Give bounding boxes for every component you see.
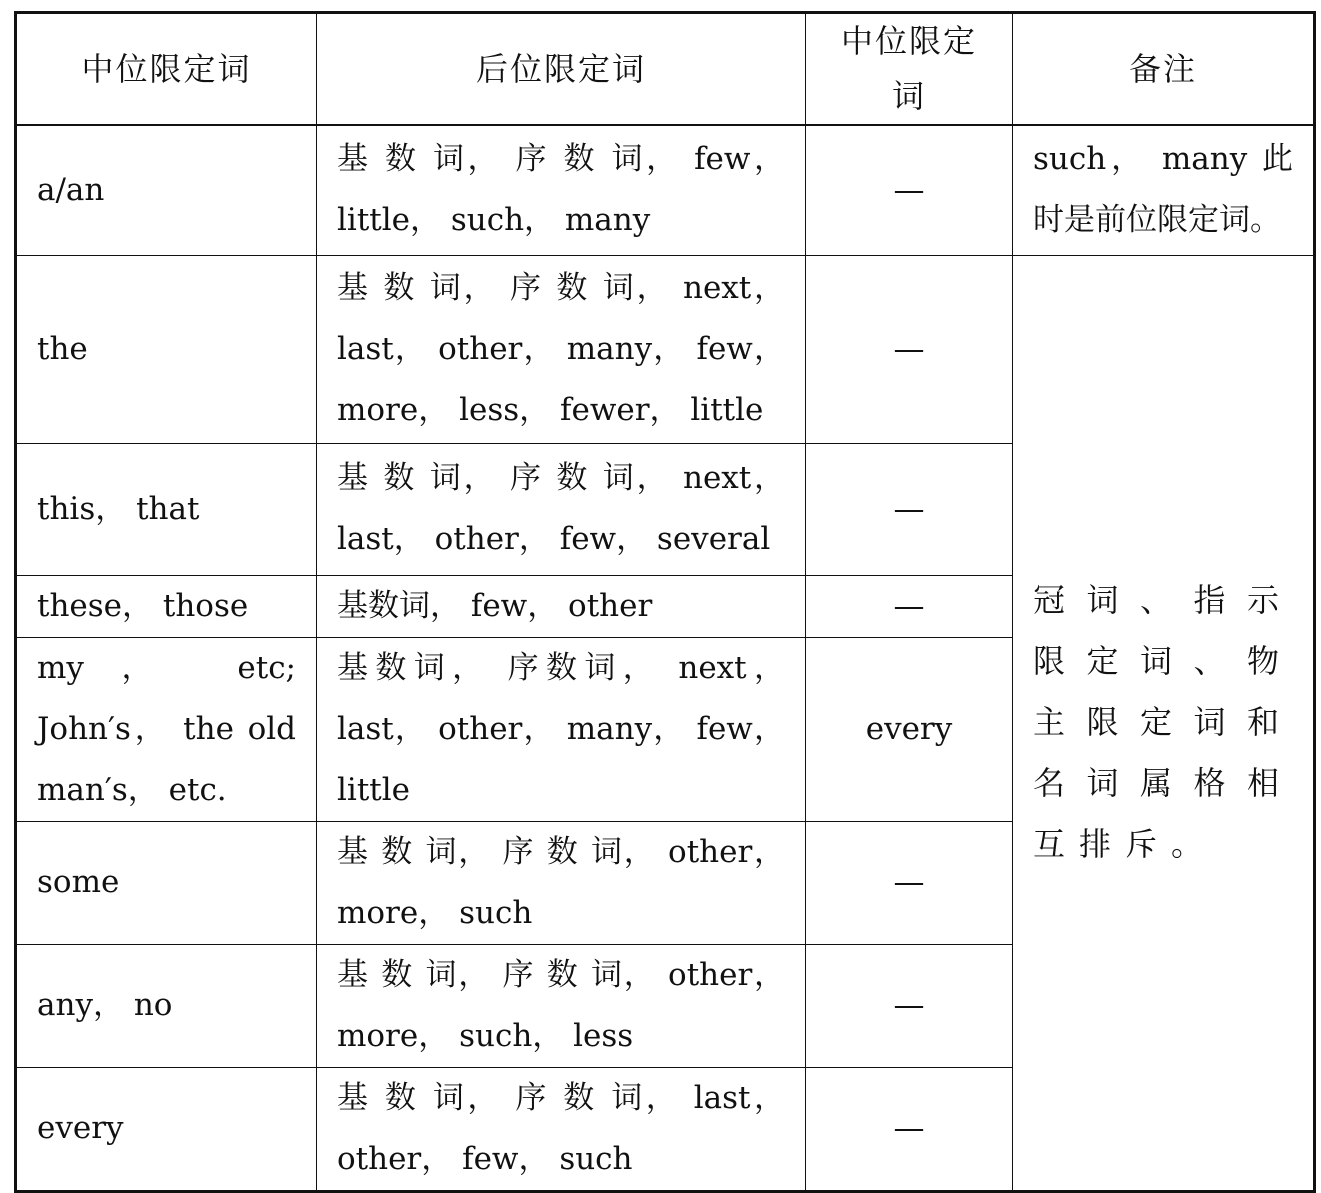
cell-central: some [16, 821, 317, 944]
cell-post: 基 数 词， 序 数 词， next， last， other， few， several [317, 443, 806, 575]
cell-central: the [16, 255, 317, 443]
cell-post: 基数词， 序数词， next， last， other， many， few， little [317, 637, 806, 821]
cell-central: a/an [16, 125, 317, 255]
cell-central: every [16, 1067, 317, 1191]
cell-mid: — [806, 255, 1013, 443]
cell-post: 基 数 词， 序 数 词， last， other， few， such [317, 1067, 806, 1191]
table-header-row [16, 13, 1315, 126]
cell-mid: — [806, 1067, 1013, 1191]
cell-central: any， no [16, 944, 317, 1067]
cell-post: 基 数 词， 序 数 词， other， more， such， less [317, 944, 806, 1067]
cell-post: 基 数 词， 序 数 词， other， more， such [317, 821, 806, 944]
cell-post: 基 数 词， 序 数 词， next， last， other， many， few， more， less， fewer， little [317, 255, 806, 443]
cell-shared-note: 冠词、指示限定词、物主限定词和名词属格相互排斥。 [1013, 255, 1315, 1191]
determiner-table [14, 11, 1316, 1193]
cell-note: such， many 此时是前位限定词。 [1013, 125, 1315, 255]
cell-post: 基 数 词， 序 数 词， few， little， such， many [317, 125, 806, 255]
cell-central: these， those [16, 575, 317, 637]
cell-mid: — [806, 575, 1013, 637]
header-central-determiner-2: 中位限定词 [806, 13, 1013, 126]
cell-central: this， that [16, 443, 317, 575]
determiner-table-container [14, 11, 1313, 1193]
cell-central: my， etc; John′s， the old man′s， etc. [16, 637, 317, 821]
table-row [16, 255, 1315, 443]
cell-mid: — [806, 944, 1013, 1067]
cell-post: 基数词， few， other [317, 575, 806, 637]
cell-mid: every [806, 637, 1013, 821]
cell-mid: — [806, 443, 1013, 575]
header-notes: 备注 [1013, 13, 1315, 126]
cell-mid: — [806, 821, 1013, 944]
cell-mid: — [806, 125, 1013, 255]
header-central-determiner: 中位限定词 [16, 13, 317, 126]
header-post-determiner: 后位限定词 [317, 13, 806, 126]
table-row [16, 125, 1315, 255]
